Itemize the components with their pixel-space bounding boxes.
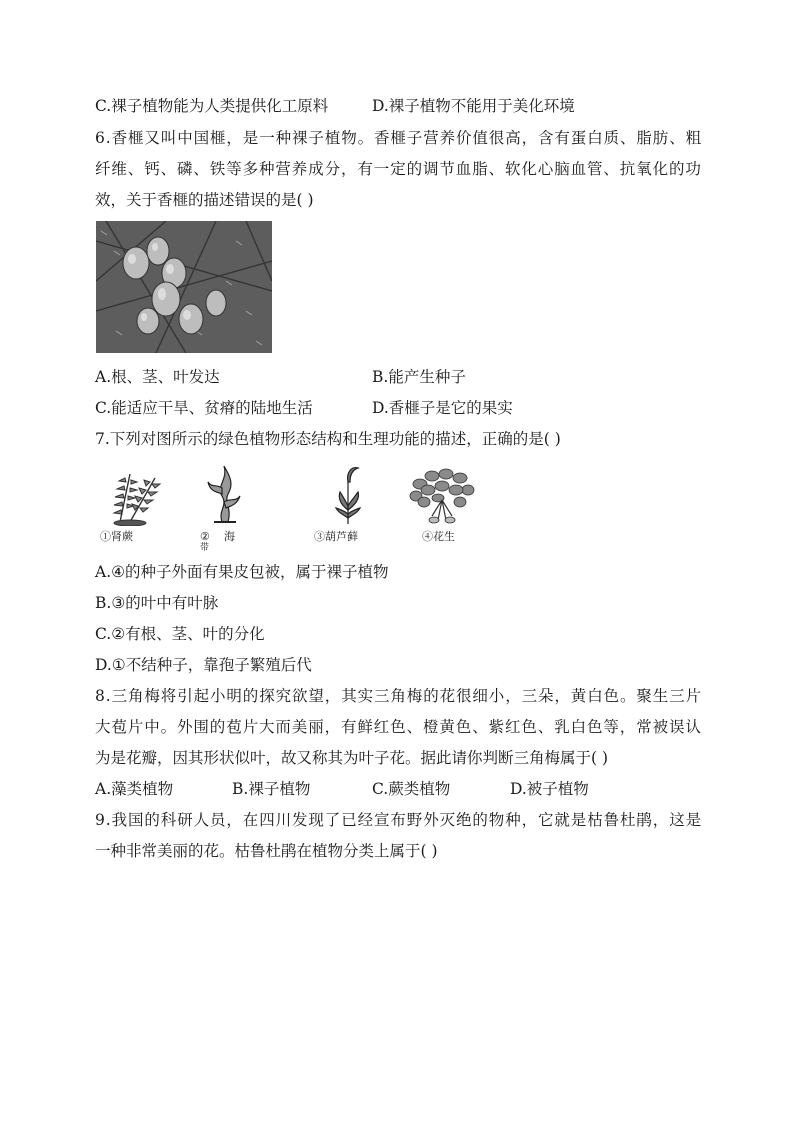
torreya-photo-image — [96, 221, 272, 353]
q8-option-d: D.被子植物 — [510, 780, 589, 798]
q9-stem-line-1: 9.我国的科研人员，在四川发现了已经宣布野外灭绝的物种，它就是枯鲁杜鹃，这是 — [95, 811, 702, 829]
fern-drawing — [100, 464, 176, 526]
kelp-drawing — [200, 462, 250, 526]
label-kelp-number: ② — [200, 530, 210, 543]
peanut-drawing — [408, 464, 476, 526]
q8-stem-line-3: 为是花瓣，因其形状似叶，故又称其为叶子花。据此请你判断三角梅属于( ) — [95, 749, 609, 767]
q8-option-b: B.裸子植物 — [232, 780, 311, 798]
q7-option-a: A.④的种子外面有果皮包被，属于裸子植物 — [95, 563, 389, 581]
moss-drawing — [328, 462, 368, 526]
q6-option-c: C.能适应干旱、贫瘠的陆地生活 — [95, 399, 313, 417]
label-moss: ③葫芦藓 — [314, 530, 358, 543]
q7-option-b: B.③的叶中有叶脉 — [95, 594, 219, 612]
q7-option-c: C.②有根、茎、叶的分化 — [95, 625, 265, 643]
label-kelp-char2: 带 — [200, 543, 210, 553]
q8-option-c: C.蕨类植物 — [372, 780, 451, 798]
q5-option-d: D.裸子植物不能用于美化环境 — [372, 97, 575, 115]
torreya-photo — [96, 221, 272, 353]
label-peanut: ④花生 — [422, 530, 455, 543]
label-fern: ①肾蕨 — [100, 530, 133, 543]
q8-option-a: A.藻类植物 — [95, 780, 174, 798]
q8-stem-line-1: 8.三角梅将引起小明的探究欲望，其实三角梅的花很细小，三朵，黄白色。聚生三片 — [95, 687, 702, 705]
q6-option-a: A.根、茎、叶发达 — [95, 368, 220, 386]
q5-option-c: C.裸子植物能为人类提供化工原料 — [95, 97, 329, 115]
q6-stem-line-3: 效，关于香榧的描述错误的是( ) — [95, 191, 314, 209]
q8-stem-line-2: 大苞片中。外围的苞片大而美丽，有鲜红色、橙黄色、紫红色、乳白色等，常被误认 — [95, 718, 702, 736]
q6-option-b: B.能产生种子 — [372, 368, 466, 386]
q7-option-d: D.①不结种子，靠孢子繁殖后代 — [95, 656, 312, 674]
q6-option-d: D.香榧子是它的果实 — [372, 399, 513, 417]
q6-stem-line-2: 纤维、钙、磷、铁等多种营养成分，有一定的调节血脂、软化心脑血管、抗氧化的功 — [95, 160, 702, 178]
plants-figure — [96, 462, 496, 553]
q6-stem-line-1: 6.香榧又叫中国榧，是一种裸子植物。香榧子营养价值很高，含有蛋白质、脂肪、粗 — [95, 129, 702, 147]
label-kelp-char1: 海 — [224, 530, 235, 543]
q7-stem: 7.下列对图所示的绿色植物形态结构和生理功能的描述，正确的是( ) — [95, 430, 561, 448]
q9-stem-line-2: 一种非常美丽的花。枯鲁杜鹃在植物分类上属于( ) — [95, 842, 438, 860]
